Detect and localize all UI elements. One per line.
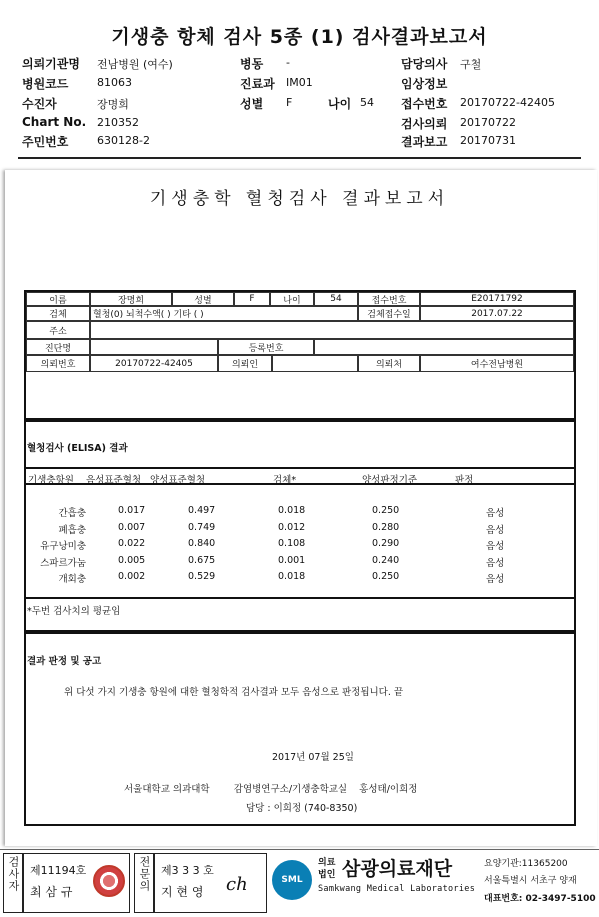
value-receipt-no: 20170722-42405: [460, 96, 555, 109]
col-cutoff: 양성판정기준: [362, 475, 418, 486]
conclusion-text: 위 다섯 가지 기생충 항원에 대한 혈청학적 검사결과 모두 음성으로 판정됩니다. 끝: [64, 687, 404, 698]
result-pos: 0.840: [188, 538, 216, 549]
label-chart-no: Chart No.: [22, 115, 87, 129]
result-sample: 0.018: [278, 505, 306, 516]
cell-regno: [314, 339, 574, 355]
cell-request-no: 20170722-42405: [90, 355, 218, 372]
result-neg: 0.007: [118, 521, 146, 533]
cell-label-address: 주소: [26, 321, 90, 339]
cell-sex: F: [234, 292, 270, 306]
cell-label-institution: 의뢰처: [358, 355, 420, 372]
legal-entity-bottom: 법인: [318, 870, 336, 880]
value-institution: 전남병원 (여수): [97, 58, 173, 71]
cell-receipt: E20171792: [420, 292, 574, 306]
result-pos: 0.749: [188, 521, 216, 533]
cell-label-age: 나이: [270, 292, 314, 306]
cell-requester: [272, 355, 358, 372]
sml-logo-text: SML: [281, 875, 303, 885]
result-cutoff: 0.240: [372, 554, 400, 566]
result-result: 음성: [486, 508, 505, 519]
cell-label-receipt: 접수번호: [358, 292, 420, 306]
result-cutoff: 0.290: [372, 538, 400, 549]
col-sample: 검체*: [273, 475, 297, 486]
cell-specimen-date: 2017.07.22: [420, 306, 574, 321]
label-receipt-no: 접수번호: [401, 97, 448, 111]
header-divider: [18, 157, 581, 159]
value-doctor: 구철: [460, 58, 482, 71]
label-department: 진료과: [240, 77, 275, 91]
cell-name: 장명희: [90, 292, 172, 306]
label-sex: 성별: [240, 97, 264, 111]
specialist-license-no: 제3 3 3 호: [161, 864, 214, 877]
label-resident-no: 주민번호: [22, 135, 69, 149]
result-antigen: 간흡충: [58, 508, 86, 519]
result-antigen: 폐흡충: [58, 524, 86, 536]
result-result: 음성: [486, 524, 505, 536]
label-doctor: 담당의사: [401, 57, 448, 71]
col-result: 판정: [455, 475, 474, 486]
specialist-vertical-label: [134, 853, 154, 913]
result-sample: 0.012: [278, 521, 306, 533]
label-hospital-code: 병원코드: [22, 77, 69, 91]
specialist-name: 지 현 영: [161, 885, 204, 899]
cell-label-name: 이름: [26, 292, 90, 306]
specialist-signature: ch: [226, 874, 248, 895]
value-age: 54: [360, 96, 374, 109]
conclusion-box: [24, 632, 576, 826]
col-positive-std: 양성표준혈청: [150, 475, 206, 486]
examiner-vertical-label: [3, 853, 23, 913]
result-pos: 0.529: [188, 571, 216, 582]
organization-name: 삼광의료재단: [342, 858, 453, 880]
result-cutoff: 0.250: [372, 571, 400, 582]
cell-label-specimen: 검체: [26, 306, 90, 321]
report-date: 2017년 07월 25일: [272, 752, 354, 763]
value-sex: F: [286, 96, 293, 109]
conclusion-title: 결과 판정 및 공고: [27, 656, 102, 667]
organization-english-name: Samkwang Medical Laboratories: [318, 884, 476, 894]
result-result: 음성: [486, 541, 505, 552]
result-neg: 0.017: [118, 505, 146, 516]
cell-label-regno: 등록번호: [218, 339, 314, 355]
examiner-name: 최 삼 규: [30, 885, 73, 899]
examiner-license-no: 제11194호: [30, 864, 87, 877]
cell-age: 54: [314, 292, 358, 306]
cell-address: [90, 321, 574, 339]
result-neg: 0.022: [118, 538, 146, 549]
report-subtitle: 기생충학 혈청검사 결과보고서: [149, 189, 450, 209]
results-footer-rule: [26, 597, 574, 599]
organization-phone: 대표번호: 02-3497-5100: [484, 894, 596, 904]
report-contact: 담당 : 이희정 (740-8350): [246, 803, 358, 814]
result-sample: 0.108: [278, 538, 306, 549]
value-patient: 장명희: [97, 98, 129, 111]
value-request-date: 20170722: [460, 116, 516, 129]
footer: [0, 849, 599, 917]
cell-specimen: 혈청(0) 뇌척수액( ) 기타 ( ): [90, 306, 358, 321]
cell-institution: 여수전남병원: [420, 355, 574, 372]
cell-diagnosis: [90, 339, 218, 355]
elisa-section-title: 혈청검사 (ELISA) 결과: [27, 443, 128, 454]
legal-entity-top: 의료: [318, 858, 336, 868]
result-antigen: 유구낭미충: [40, 541, 86, 552]
institution-code: 요양기관:11365200: [484, 859, 568, 869]
value-report-date: 20170731: [460, 134, 516, 147]
result-cutoff: 0.250: [372, 505, 400, 516]
examiner-seal-icon: [93, 865, 125, 897]
value-ward: -: [286, 56, 290, 69]
result-pos: 0.675: [188, 554, 216, 566]
report-organization: 서울대학교 의과대학 감염병연구소/기생충학교실 홍성태/이희정: [124, 784, 418, 795]
result-pos: 0.497: [188, 505, 216, 516]
label-ward: 병동: [240, 57, 264, 71]
label-report-date: 결과보고: [401, 135, 448, 149]
result-antigen: 스파르가눔: [40, 557, 86, 569]
cell-label-diagnosis: 진단명: [26, 339, 90, 355]
organization-address: 서울특별시 서초구 양재: [484, 876, 577, 886]
result-cutoff: 0.280: [372, 521, 400, 533]
report-header-title: 기생충 항체 검사 5종 (1) 검사결과보고서: [111, 26, 488, 48]
result-result: 음성: [486, 574, 505, 585]
result-result: 음성: [486, 557, 505, 569]
cell-label-sex: 성별: [172, 292, 234, 306]
result-sample: 0.018: [278, 571, 306, 582]
col-negative-std: 음성표준혈청: [86, 475, 142, 486]
label-patient: 수진자: [22, 97, 57, 111]
col-antigen: 기생충항원: [28, 475, 74, 486]
result-neg: 0.002: [118, 571, 146, 582]
result-antigen: 개회충: [58, 574, 86, 585]
value-chart-no: 210352: [97, 116, 139, 129]
value-hospital-code: 81063: [97, 76, 132, 89]
cell-label-requester: 의뢰인: [218, 355, 272, 372]
value-resident-no: 630128-2: [97, 134, 150, 147]
label-age: 나이: [328, 97, 352, 111]
label-institution: 의뢰기관명: [22, 57, 80, 71]
specialist-label-text: 전문의: [138, 856, 151, 892]
label-clinical-info: 임상정보: [401, 77, 448, 91]
value-department: IM01: [286, 76, 313, 89]
result-sample: 0.001: [278, 554, 306, 566]
results-note: *두번 검사치의 평균임: [27, 606, 121, 617]
cell-label-specimen-date: 검체접수일: [358, 306, 420, 321]
examiner-label-text: 검사자: [7, 856, 20, 892]
sml-logo-icon: [272, 860, 312, 900]
result-neg: 0.005: [118, 554, 146, 566]
label-request-date: 검사의뢰: [401, 117, 448, 131]
cell-label-request-no: 의뢰번호: [26, 355, 90, 372]
